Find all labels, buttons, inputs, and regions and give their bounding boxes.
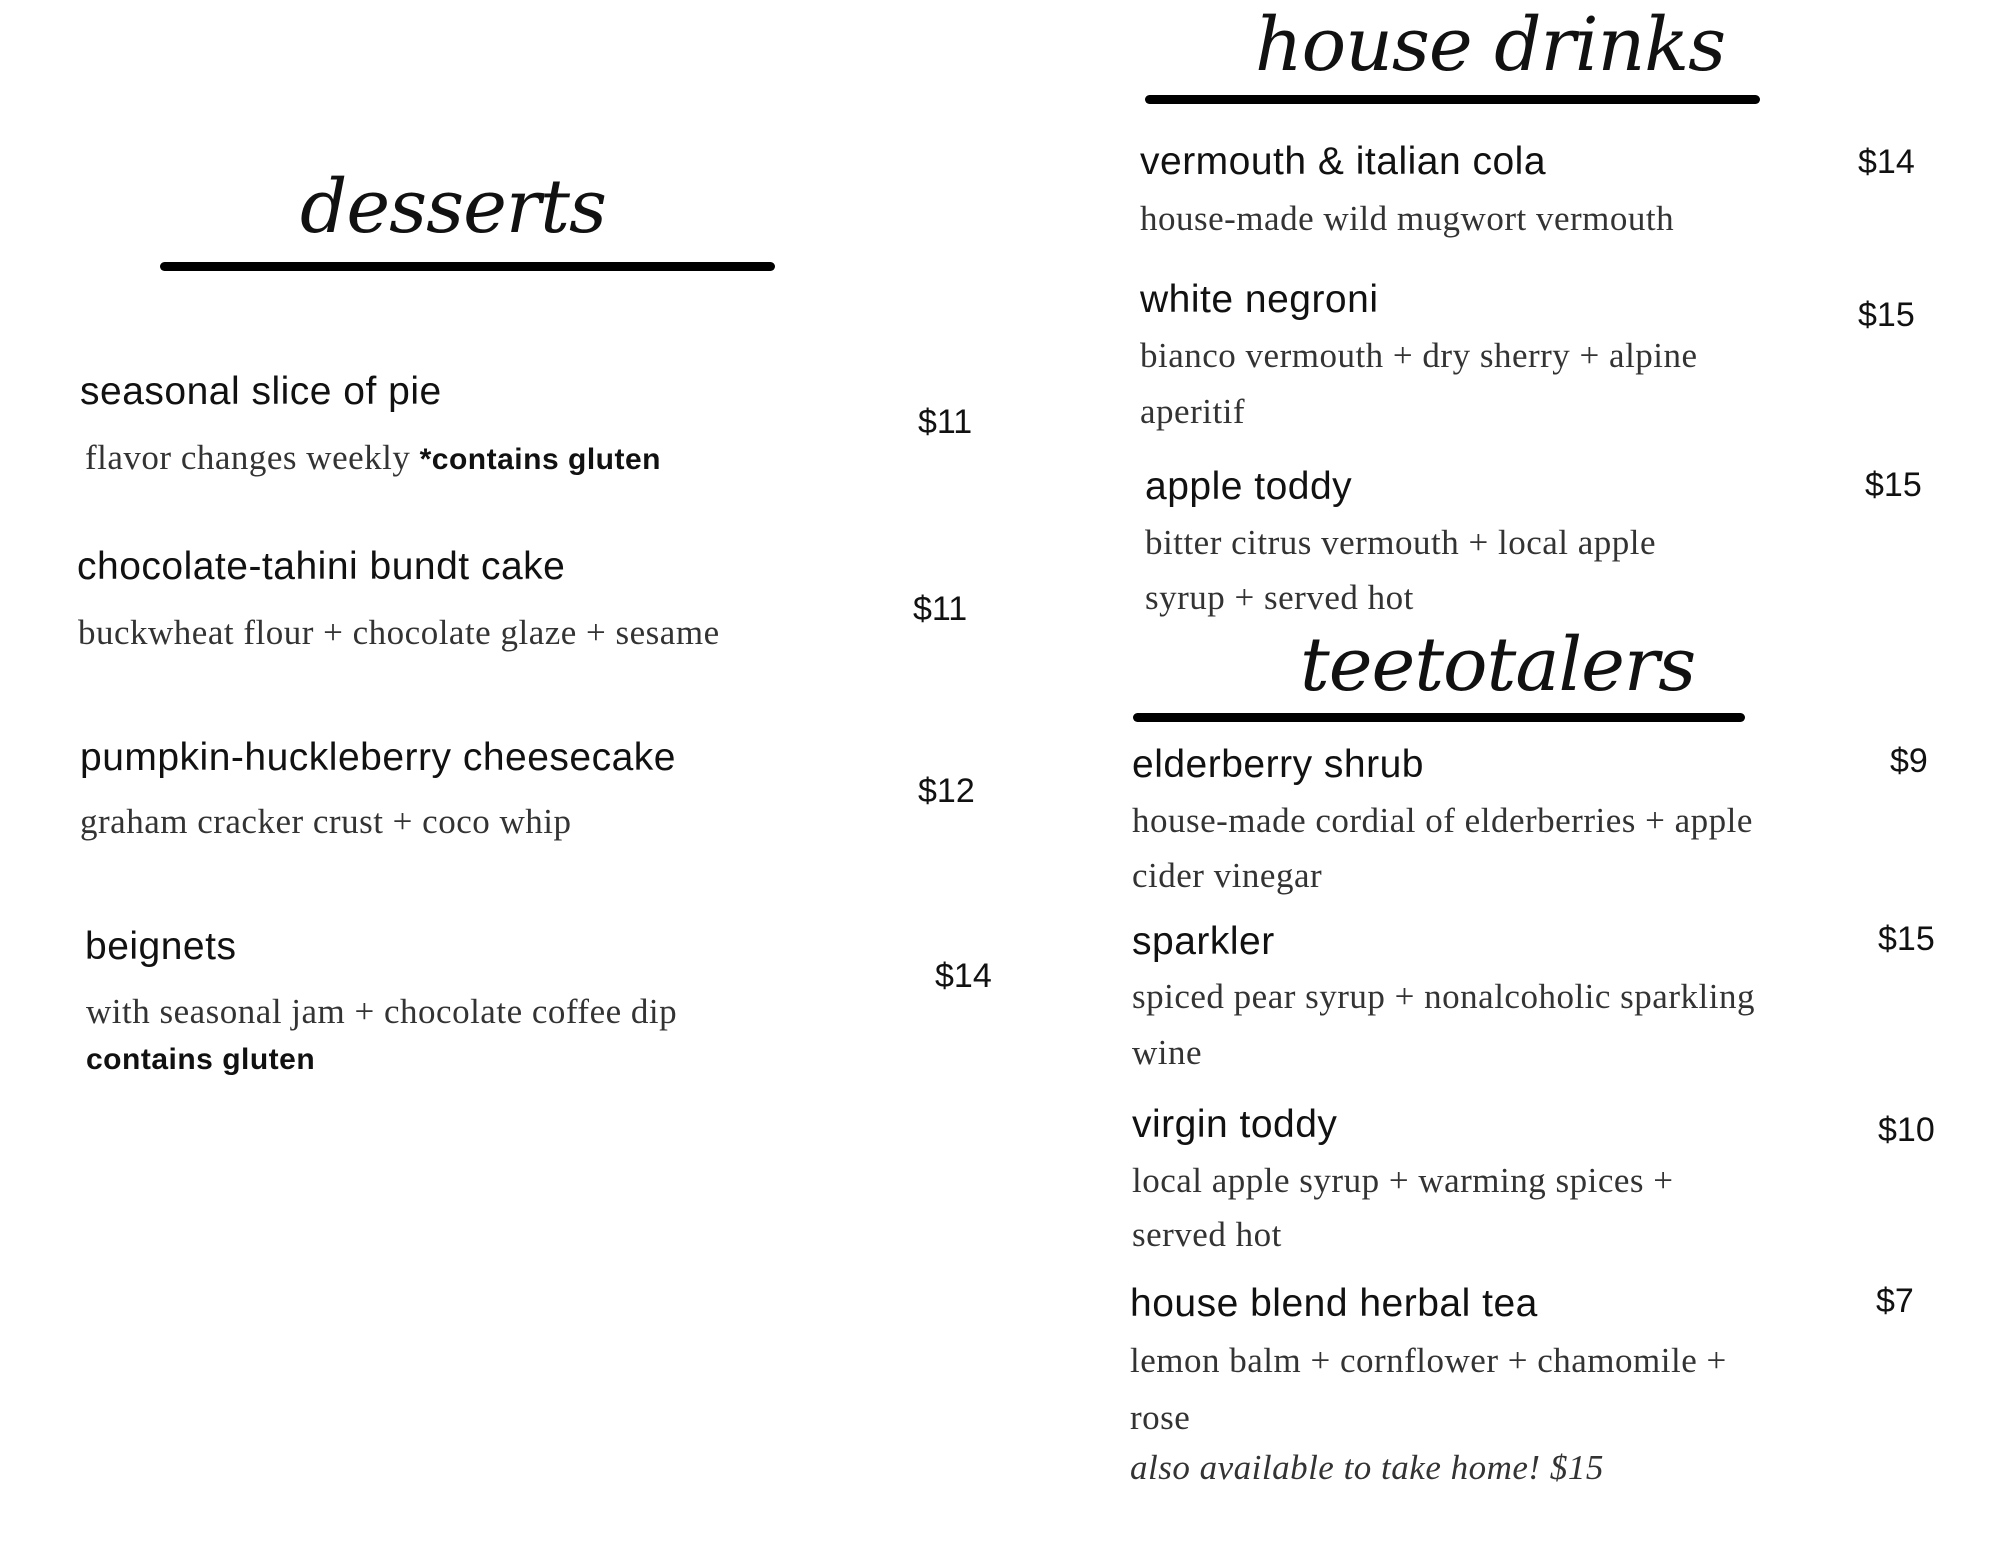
teetotalers-divider	[1133, 713, 1745, 722]
drink-price-apple-toddy: $15	[1865, 466, 1922, 504]
dessert-name-cheesecake: pumpkin-huckleberry cheesecake	[80, 736, 676, 779]
teetotaler-description-sparkler-line2: wine	[1132, 1033, 1203, 1072]
teetotaler-description-sparkler-line1: spiced pear syrup + nonalcoholic sparkling	[1132, 977, 1755, 1016]
house-drinks-divider	[1145, 95, 1760, 104]
drink-name-apple-toddy: apple toddy	[1145, 465, 1353, 508]
teetotaler-description-virgin-toddy-line1: local apple syrup + warming spices +	[1132, 1161, 1674, 1200]
teetotaler-note-herbal-tea: also available to take home! $15	[1130, 1448, 1604, 1487]
drink-price-white-negroni: $15	[1858, 296, 1915, 334]
dessert-description-beignets: with seasonal jam + chocolate coffee dip	[86, 992, 678, 1031]
dessert-name-pie: seasonal slice of pie	[80, 370, 442, 413]
drink-description-apple-toddy-line1: bitter citrus vermouth + local apple	[1145, 523, 1657, 562]
teetotaler-price-herbal-tea: $7	[1876, 1282, 1914, 1320]
dessert-price-cheesecake: $12	[918, 772, 975, 810]
teetotaler-description-elderberry-line1: house-made cordial of elderberries + apple	[1132, 801, 1753, 840]
teetotaler-price-virgin-toddy: $10	[1878, 1111, 1935, 1149]
dessert-description-bundt: buckwheat flour + chocolate glaze + sesame	[78, 613, 720, 652]
dessert-description-pie	[85, 430, 661, 488]
dessert-name-beignets: beignets	[85, 925, 237, 968]
dessert-price-beignets: $14	[935, 957, 992, 995]
drink-description-white-negroni-line1: bianco vermouth + dry sherry + alpine	[1140, 336, 1698, 375]
dessert-price-pie: $11	[918, 403, 973, 441]
teetotaler-description-virgin-toddy-line2: served hot	[1132, 1215, 1282, 1254]
teetotaler-description-herbal-tea-line1: lemon balm + cornflower + chamomile +	[1130, 1341, 1727, 1380]
desserts-divider	[160, 262, 775, 271]
house-drinks-title: house drinks	[1255, 2, 1726, 88]
dessert-note-gluten: *contains gluten	[419, 443, 661, 476]
drink-description-apple-toddy-line2: syrup + served hot	[1145, 578, 1414, 617]
teetotaler-name-elderberry-shrub: elderberry shrub	[1132, 743, 1424, 786]
teetotalers-title: teetotalers	[1300, 622, 1696, 708]
teetotaler-name-herbal-tea: house blend herbal tea	[1130, 1282, 1538, 1325]
drink-price-vermouth-cola: $14	[1858, 143, 1915, 181]
dessert-price-bundt: $11	[913, 590, 968, 628]
teetotaler-name-sparkler: sparkler	[1132, 920, 1275, 963]
drink-name-vermouth-cola: vermouth & italian cola	[1140, 140, 1547, 183]
drink-name-white-negroni: white negroni	[1140, 278, 1379, 321]
drink-description-white-negroni-line2: aperitif	[1140, 392, 1246, 431]
drink-description-vermouth-cola: house-made wild mugwort vermouth	[1140, 199, 1675, 238]
dessert-description-cheesecake: graham cracker crust + coco whip	[80, 802, 572, 841]
dessert-name-bundt: chocolate-tahini bundt cake	[77, 545, 566, 588]
teetotaler-description-elderberry-line2: cider vinegar	[1132, 856, 1323, 895]
teetotaler-name-virgin-toddy: virgin toddy	[1132, 1103, 1338, 1146]
teetotaler-description-herbal-tea-line2: rose	[1130, 1398, 1191, 1437]
dessert-description-text: flavor changes weekly	[85, 438, 411, 477]
teetotaler-price-elderberry-shrub: $9	[1890, 742, 1928, 780]
desserts-title: desserts	[300, 164, 606, 250]
dessert-note-beignets: contains gluten	[86, 1043, 316, 1076]
teetotaler-price-sparkler: $15	[1878, 920, 1935, 958]
